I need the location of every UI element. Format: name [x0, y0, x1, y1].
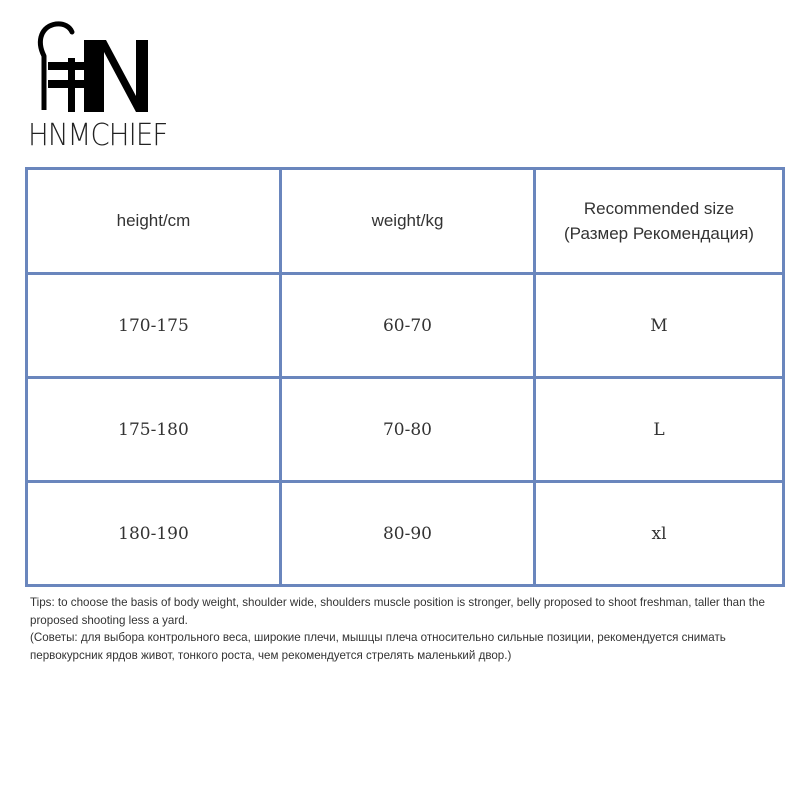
table-row [27, 274, 784, 378]
cell-weight: 60-70 [281, 274, 535, 378]
header-height: height/cm [27, 169, 281, 274]
table-header-row [27, 169, 784, 274]
logo-mark [24, 18, 184, 118]
cell-weight: 70-80 [281, 378, 535, 482]
cell-size: xl [535, 482, 784, 586]
cell-height: 180-190 [27, 482, 281, 586]
cell-height: 170-175 [27, 274, 281, 378]
cell-weight: 80-90 [281, 482, 535, 586]
table-row [27, 482, 784, 586]
header-size-en: Recommended size [583, 199, 735, 218]
table-row [27, 378, 784, 482]
sizing-tips [30, 594, 790, 664]
header-recommended-size [535, 169, 784, 274]
cell-size: M [535, 274, 784, 378]
brand-name: HNMCHIEF [28, 118, 168, 153]
header-size-ru: (Размер Рекомендация) [564, 224, 754, 243]
header-weight: weight/kg [281, 169, 535, 274]
size-chart-table [25, 167, 785, 587]
brand-logo [24, 18, 184, 153]
tips-russian: (Советы: для выбора контрольного веса, широкие плечи, мышцы плеча относительно сильные позиции, рекомендуется снимать первокурсник ярдов живот, тонкого роста, чем рекомендуется стрелять маленький двор.) [30, 631, 726, 662]
cell-size: L [535, 378, 784, 482]
cell-height: 175-180 [27, 378, 281, 482]
tips-english: Tips: to choose the basis of body weight, shoulder wide, shoulders muscle position is stronger, belly proposed to shoot freshman, taller than the proposed shooting less a yard. [30, 596, 765, 627]
